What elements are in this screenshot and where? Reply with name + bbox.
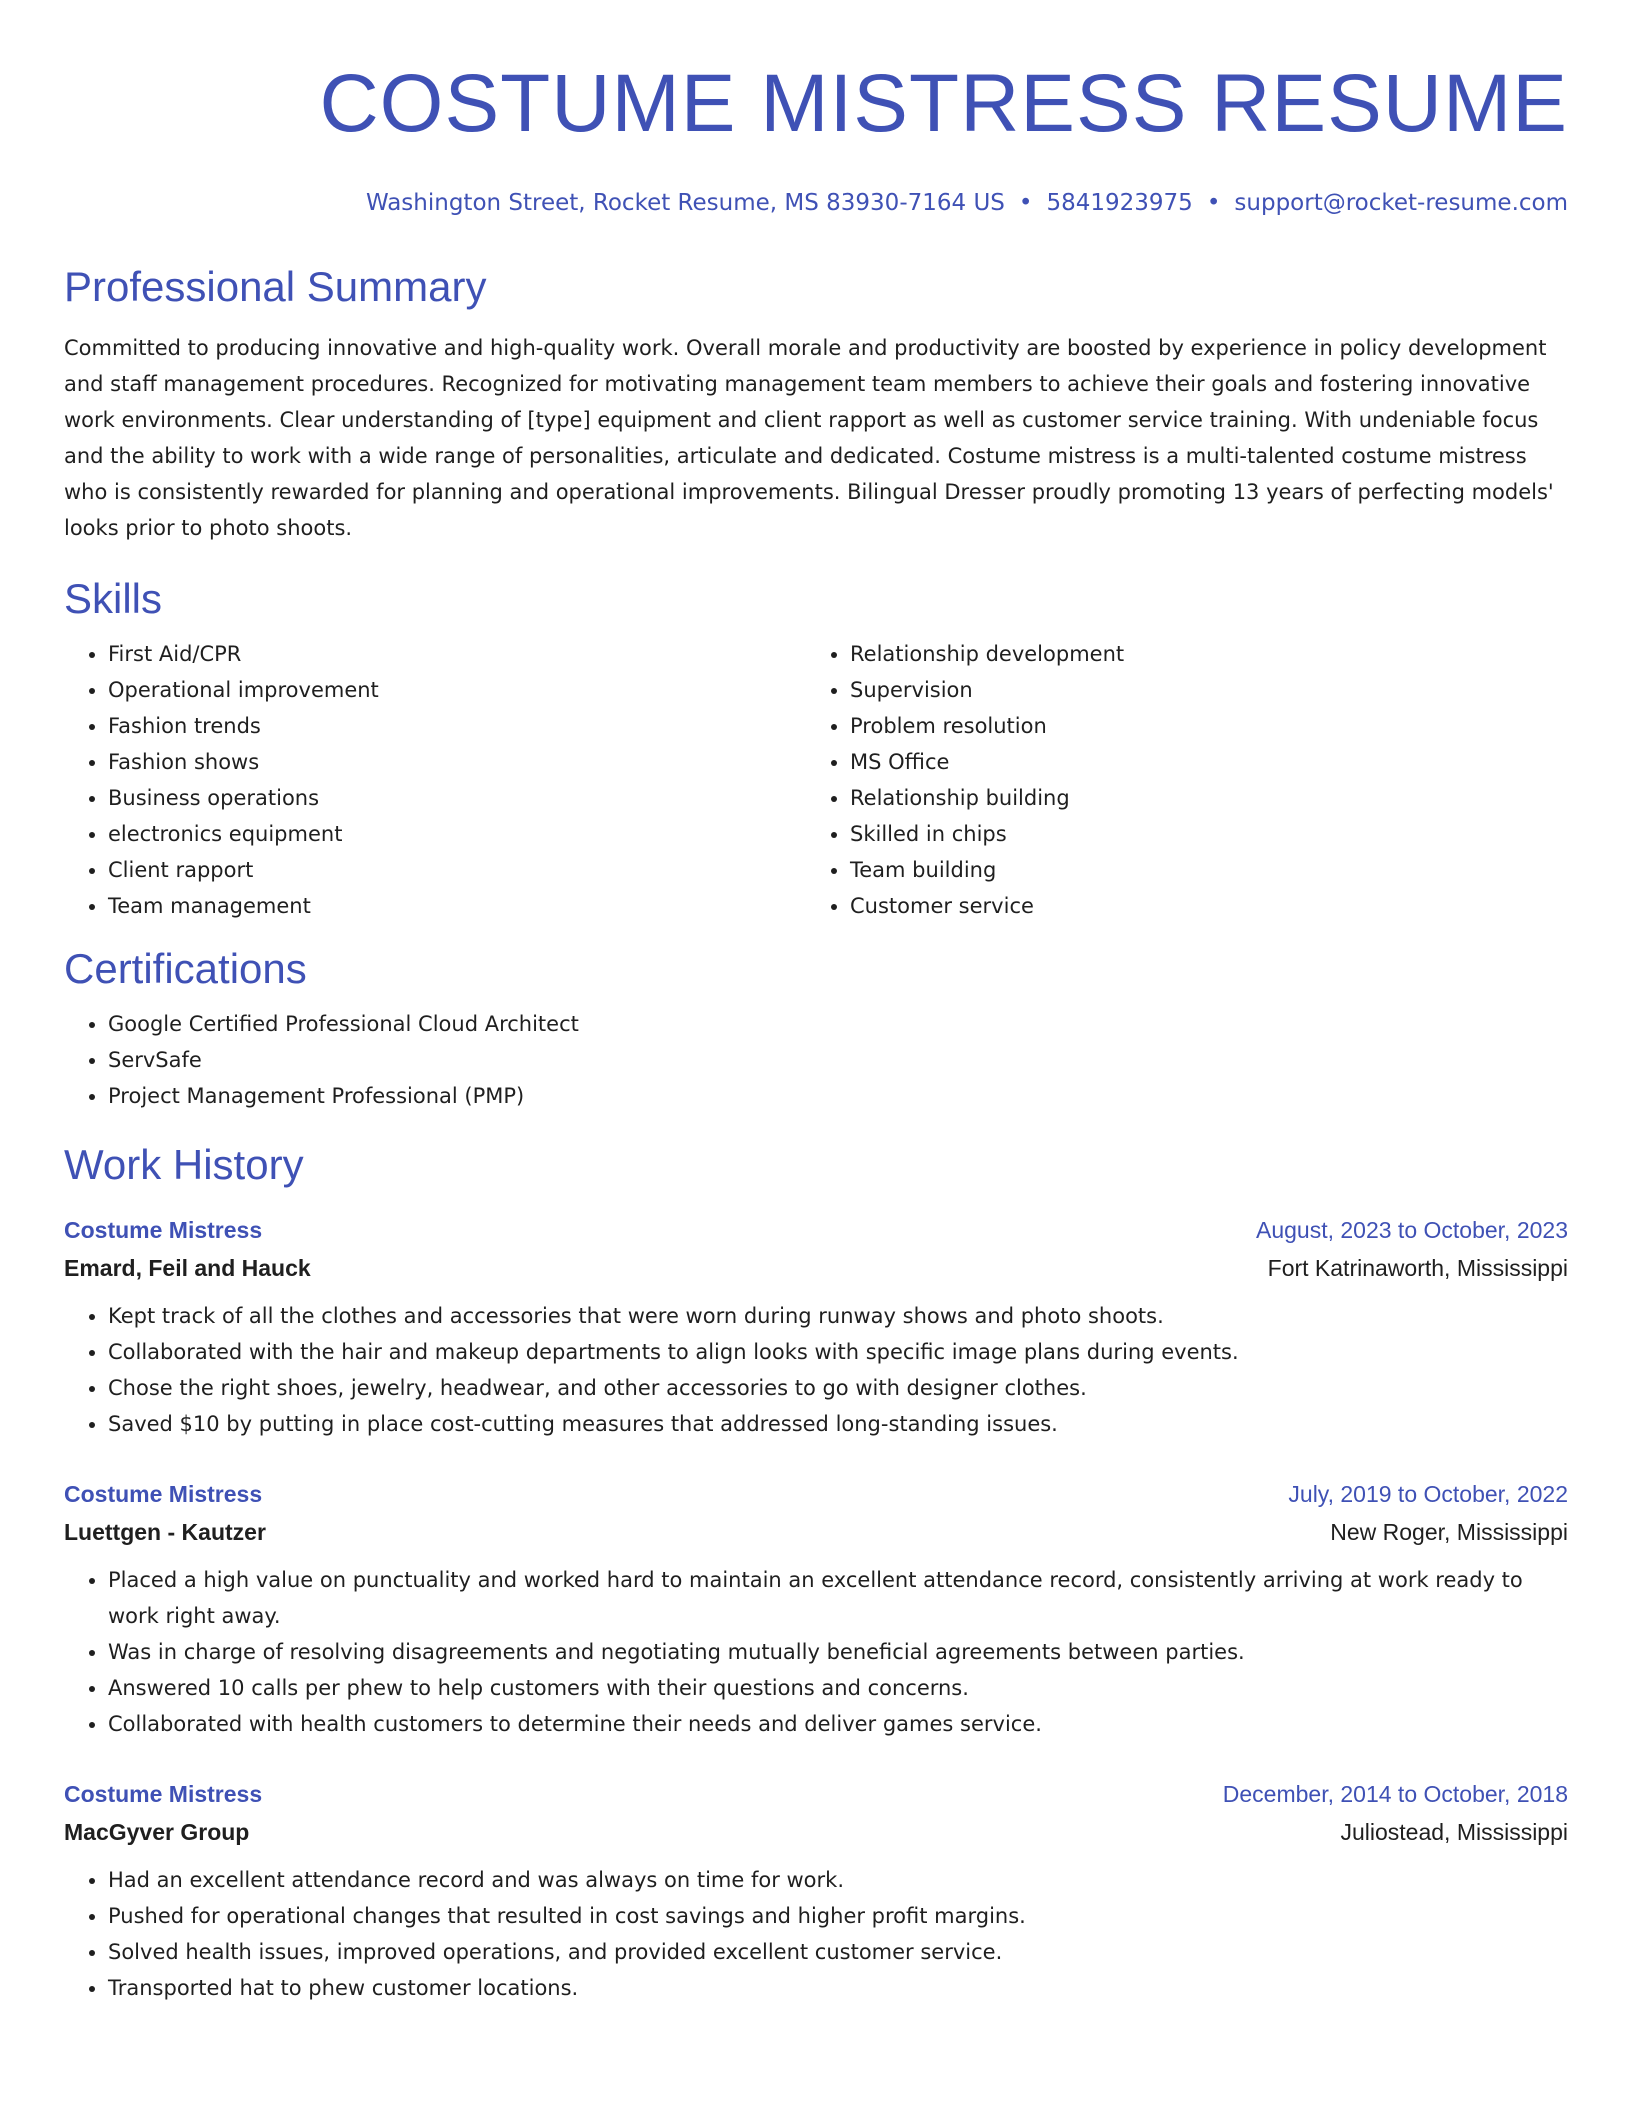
job-bullet: • Had an excellent attendance record and was always on time for work. [108, 1862, 1568, 1898]
job-company: Emard, Feil and Hauck [64, 1255, 311, 1281]
skill-item: • Supervision [850, 672, 1548, 708]
job-company: Luettgen - Kautzer [64, 1519, 266, 1545]
skill-item: • Skilled in chips [850, 816, 1548, 852]
job-bullet: • Transported hat to phew customer locations. [108, 1970, 1568, 2006]
skills-heading: Skills [64, 575, 163, 622]
job-bullets [64, 1562, 1568, 1742]
certifications-heading: Certifications [64, 945, 307, 992]
job-entry [64, 1476, 1568, 1742]
skill-item: • electronics equipment [108, 816, 806, 852]
skill-item: • Problem resolution [850, 708, 1548, 744]
skill-item: • Relationship building [850, 780, 1548, 816]
job-entry [64, 1212, 1568, 1442]
contact-phone: 5841923975 [1046, 190, 1193, 216]
contact-separator: • [1018, 190, 1033, 216]
job-location: New Roger, Mississippi [1330, 1519, 1568, 1545]
skill-item: • Fashion trends [108, 708, 806, 744]
summary-text: Committed to producing innovative and high-quality work. Overall morale and productivity are boosted by experience in policy development and staff management procedures. Recognized for motivating management team members to achieve their goals and fostering innovative work environments. Clear understanding of [type] equipment and client rapport as well as customer service training. With undeniable focus and the ability to work with a wide range of personalities, articulate and dedicated. Costume mistress is a multi-talented costume mistress who is consistently rewarded for planning and operational improvements. Bilingual Dresser proudly promoting 13 years of perfecting models' looks prior to photo shoots. [64, 336, 1554, 540]
job-bullet: • Solved health issues, improved operations, and provided excellent customer service. [108, 1934, 1568, 1970]
skill-item: • Business operations [108, 780, 806, 816]
skills-grid [64, 636, 1568, 924]
skill-item: • Customer service [850, 888, 1548, 924]
skill-item: • Fashion shows [108, 744, 806, 780]
work-history-heading: Work History [64, 1141, 304, 1188]
job-header-row [64, 1476, 1568, 1512]
skill-item: • Team building [850, 852, 1548, 888]
certification-item: • Google Certified Professional Cloud Architect [108, 1006, 1568, 1042]
contact-email[interactable]: support@rocket-resume.com [1234, 190, 1568, 216]
skills-column-left [64, 636, 806, 924]
contact-separator: • [1206, 190, 1221, 216]
skill-item: • MS Office [850, 744, 1548, 780]
contact-line [64, 188, 1568, 218]
job-title: Costume Mistress [64, 1481, 263, 1507]
job-company-row [64, 1248, 1568, 1288]
skill-item: • Operational improvement [108, 672, 806, 708]
job-header-row [64, 1212, 1568, 1248]
skills-column-right [806, 636, 1548, 924]
job-location: Fort Katrinaworth, Mississippi [1267, 1255, 1568, 1281]
job-bullets [64, 1298, 1568, 1442]
resume-title: COSTUME MISTRESS RESUME [319, 58, 1568, 149]
job-dates: August, 2023 to October, 2023 [1255, 1217, 1568, 1243]
job-location: Juliostead, Mississippi [1340, 1819, 1568, 1845]
job-title: Costume Mistress [64, 1217, 263, 1243]
certification-item: • ServSafe [108, 1042, 1568, 1078]
skill-item: • Relationship development [850, 636, 1548, 672]
summary-heading: Professional Summary [64, 263, 487, 310]
skill-item: • Team management [108, 888, 806, 924]
skill-item: • Client rapport [108, 852, 806, 888]
job-title: Costume Mistress [64, 1781, 263, 1807]
job-bullet: • Was in charge of resolving disagreements and negotiating mutually beneficial agreements between parties. [108, 1634, 1568, 1670]
job-entry [64, 1776, 1568, 2006]
resume-page [64, 0, 1568, 2006]
job-dates: December, 2014 to October, 2018 [1222, 1781, 1568, 1807]
contact-address: Washington Street, Rocket Resume, MS 83930-7164 US [365, 190, 1005, 216]
certification-item: • Project Management Professional (PMP) [108, 1078, 1568, 1114]
job-bullet: • Collaborated with the hair and makeup departments to align looks with specific image plans during events. [108, 1334, 1568, 1370]
skill-item: • First Aid/CPR [108, 636, 806, 672]
job-bullet: • Chose the right shoes, jewelry, headwear, and other accessories to go with designer clothes. [108, 1370, 1568, 1406]
job-bullet: • Placed a high value on punctuality and worked hard to maintain an excellent attendance record, consistently arriving at work ready to work right away. [108, 1562, 1568, 1634]
job-company-row [64, 1512, 1568, 1552]
job-dates: July, 2019 to October, 2022 [1288, 1481, 1568, 1507]
job-bullet: • Collaborated with health customers to determine their needs and deliver games service. [108, 1706, 1568, 1742]
job-bullet: • Answered 10 calls per phew to help customers with their questions and concerns. [108, 1670, 1568, 1706]
certifications-list [64, 1006, 1568, 1114]
job-company-row [64, 1812, 1568, 1852]
skills-list-left [64, 636, 806, 924]
job-bullet: • Saved $10 by putting in place cost-cutting measures that addressed long-standing issues. [108, 1406, 1568, 1442]
job-header-row [64, 1776, 1568, 1812]
job-company: MacGyver Group [64, 1819, 250, 1845]
job-bullet: • Pushed for operational changes that resulted in cost savings and higher profit margins. [108, 1898, 1568, 1934]
skills-list-right [806, 636, 1548, 924]
job-bullets [64, 1862, 1568, 2006]
job-bullet: • Kept track of all the clothes and accessories that were worn during runway shows and photo shoots. [108, 1298, 1568, 1334]
